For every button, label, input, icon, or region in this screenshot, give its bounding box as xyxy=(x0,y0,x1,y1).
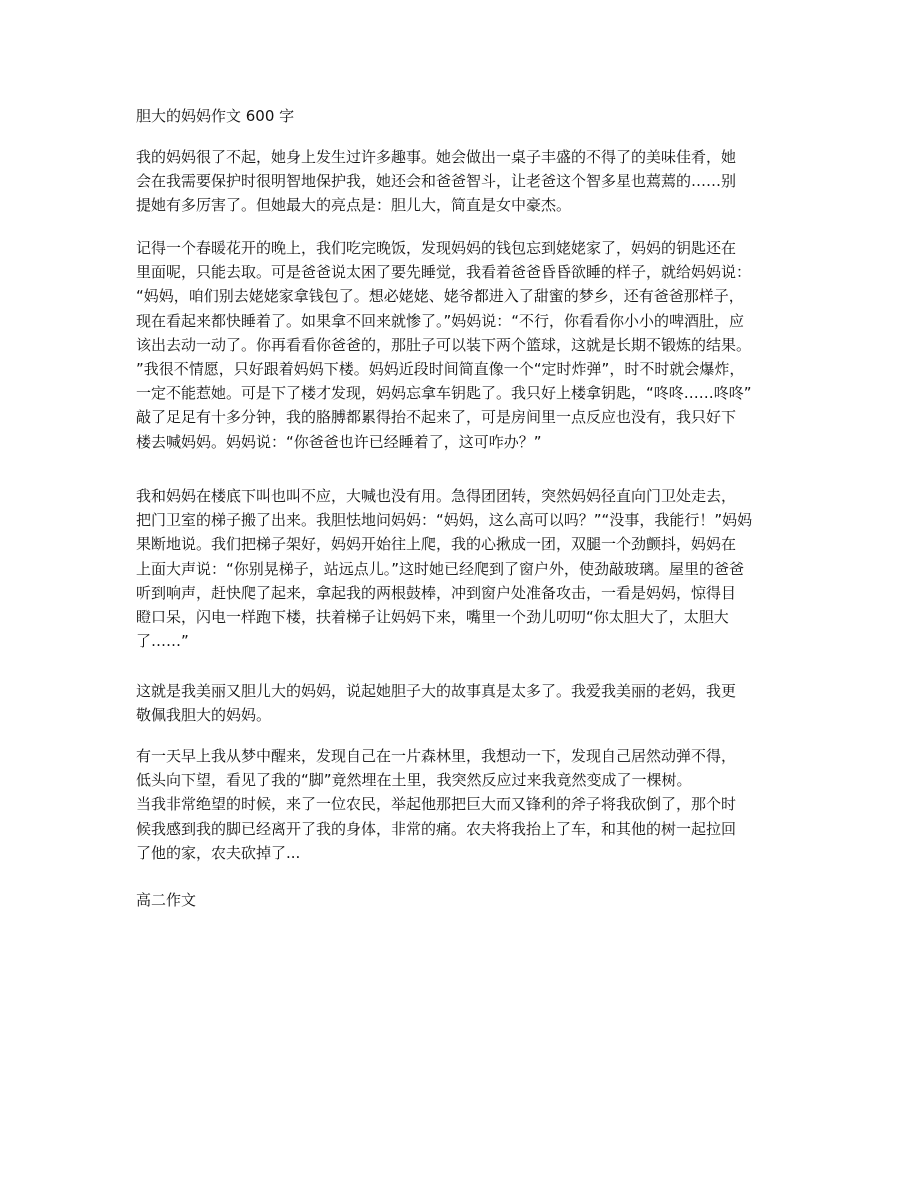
text-line: 该出去动一动了。你再看看你爸爸的，那肚子可以装下两个篮球，这就是长期不锻炼的结果。 xyxy=(136,335,752,354)
paragraph-intro xyxy=(136,145,794,218)
text-line: 了……” xyxy=(136,632,189,651)
text-line: 瞪口呆，闪电一样跑下楼，扶着梯子让妈妈下来，嘴里一个劲儿叨叨“你太胆大了，太胆大 xyxy=(136,608,729,627)
text-line: 里面呢，只能去取。可是爸爸说太困了要先睡觉，我看着爸爸昏昏欲睡的样子，就给妈妈说： xyxy=(136,263,752,282)
text-line: 敬佩我胆大的妈妈。 xyxy=(136,706,272,725)
paragraph-story-ladder xyxy=(136,484,794,653)
text-line: 听到响声，赶快爬了起来，拿起我的两根鼓棒，冲到窗户处准备攻击，一看是妈妈，惊得目 xyxy=(136,583,737,602)
text-line: 把门卫室的梯子搬了出来。我胆怯地问妈妈：“妈妈，这么高可以吗？”“没事，我能行！”妈妈 xyxy=(136,511,753,530)
text-line: 楼去喊妈妈。妈妈说：“你爸爸也许已经睡着了，这可咋办？” xyxy=(136,432,542,451)
paragraph-story-keys xyxy=(136,236,794,454)
text-line: 当我非常绝望的时候，来了一位农民，举起他那把巨大而又锋利的斧子将我砍倒了，那个时 xyxy=(136,795,737,814)
text-line: 提她有多厉害了。但她最大的亮点是：胆儿大，简直是女中豪杰。 xyxy=(136,196,572,215)
footer-category-title: 高二作文 xyxy=(136,891,197,909)
paragraph-tree-story xyxy=(136,744,794,865)
text-line: “妈妈，咱们别去姥姥家拿钱包了。想必姥姥、姥爷都进入了甜蜜的梦乡，还有爸爸那样子， xyxy=(136,287,744,306)
text-line: 会在我需要保护时很明智地保护我，她还会和爸爸智斗，让老爸这个智多星也蔫蔫的……别 xyxy=(136,172,737,191)
text-line: 我和妈妈在楼底下叫也叫不应，大喊也没有用。急得团团转，突然妈妈径直向门卫处走去， xyxy=(136,487,737,505)
paragraph-conclusion xyxy=(136,679,794,727)
text-line: 记得一个春暖花开的晚上，我们吃完晚饭，发现妈妈的钱包忘到姥姥家了，妈妈的钥匙还在 xyxy=(136,239,737,257)
text-line: 低头向下望，看见了我的“脚”竟然埋在土里，我突然反应过来我竟然变成了一棵树。 xyxy=(136,771,692,790)
text-line: 上面大声说：“你别晃梯子，站远点儿。”这时她已经爬到了窗户外，使劲敲玻璃。屋里的爸爸 xyxy=(136,559,745,578)
text-line: 果断地说。我们把梯子架好，妈妈开始往上爬，我的心揪成一团，双腿一个劲颤抖，妈妈在 xyxy=(136,535,737,554)
text-line: 候我感到我的脚已经离开了我的身体，非常的痛。农夫将我抬上了车，和其他的树一起拉回 xyxy=(136,819,737,838)
text-line: ”我很不情愿，只好跟着妈妈下楼。妈妈近段时间简直像一个“定时炸弹”，时不时就会爆炸， xyxy=(136,360,745,379)
text-line: 一定不能惹她。可是下了楼才发现，妈妈忘拿车钥匙了。我只好上楼拿钥匙，“咚咚……咚咚” xyxy=(136,384,752,403)
text-line: 有一天早上我从梦中醒来，发现自己在一片森林里，我想动一下，发现自己居然动弹不得， xyxy=(136,747,737,765)
text-line: 了他的家，农夫砍掉了... xyxy=(136,843,301,862)
text-line: 我的妈妈很了不起，她身上发生过许多趣事。她会做出一桌子丰盛的不得了的美味佳肴，她 xyxy=(136,148,737,166)
document-title: 胆大的妈妈作文 600 字 xyxy=(136,107,295,125)
text-line: 这就是我美丽又胆儿大的妈妈，说起她胆子大的故事真是太多了。我爱我美丽的老妈，我更 xyxy=(136,682,737,700)
text-line: 现在看起来都快睡着了。如果拿不回来就惨了。”妈妈说：“不行，你看看你小小的啤酒肚，应 xyxy=(136,311,745,330)
text-line: 敲了足足有十多分钟，我的胳膊都累得抬不起来了，可是房间里一点反应也没有，我只好下 xyxy=(136,408,737,427)
